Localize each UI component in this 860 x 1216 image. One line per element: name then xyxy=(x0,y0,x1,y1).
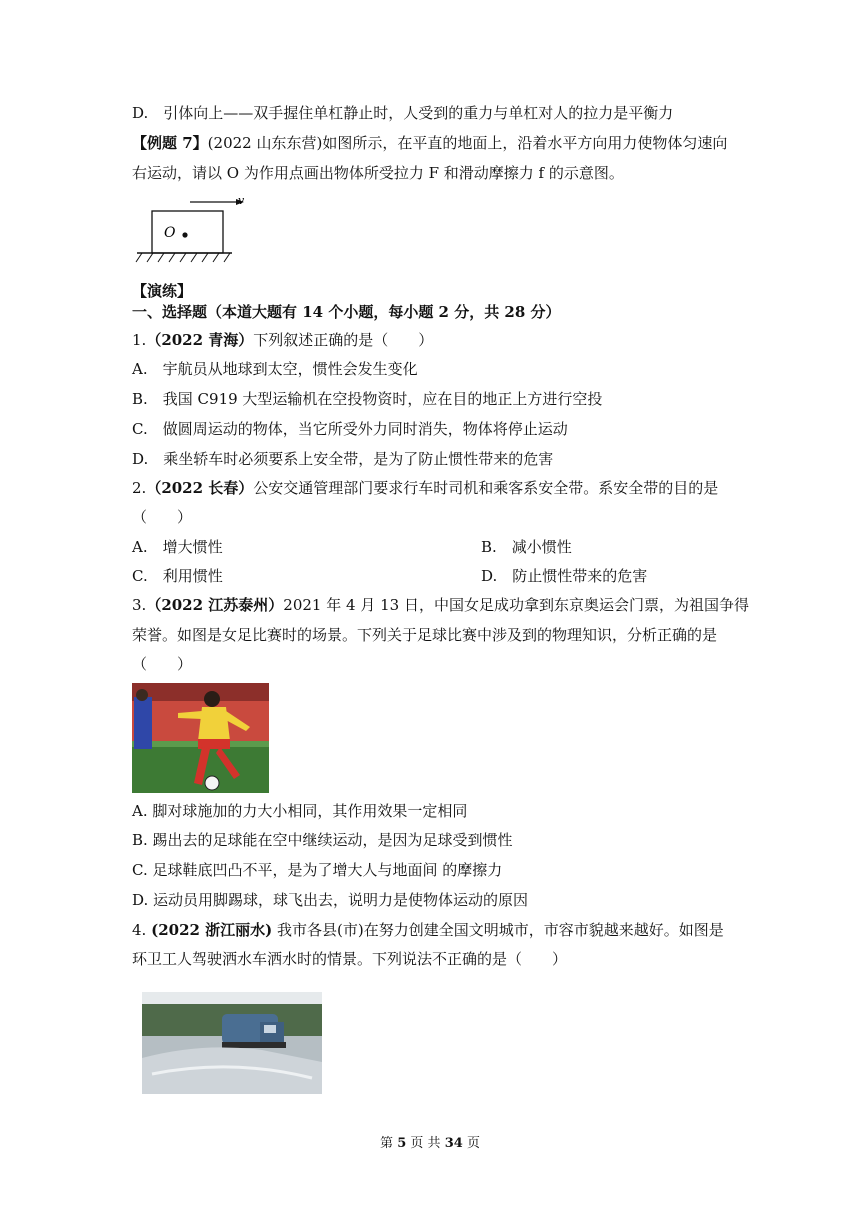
football-photo xyxy=(132,683,269,793)
q4-source: (2022 浙江丽水) xyxy=(151,921,273,939)
velocity-label: v xyxy=(238,194,245,207)
q2-option-d: D. 防止惯性带来的危害 xyxy=(481,567,648,585)
block-rect xyxy=(152,211,223,253)
example-tag: 【例题 7】 xyxy=(132,134,208,152)
q1-option-a: A. 宇航员从地球到太空，惯性会发生变化 xyxy=(132,360,418,378)
section-heading: 一、选择题（本道大题有 14 个小题，每小题 2 分，共 28 分） xyxy=(132,303,561,321)
example-7-continued: 右运动，请以 O 为作用点画出物体所受拉力 F 和滑动摩擦力 f 的示意图。 xyxy=(132,164,624,182)
q4-text: 我市各县(市)在努力创建全国文明城市，市容市貌越来越好。如图是 xyxy=(277,921,724,939)
option-d-prev: D. 引体向上——双手握住单杠静止时，人受到的重力与单杠对人的拉力是平衡力 xyxy=(132,104,674,122)
footer-pre: 第 xyxy=(380,1136,394,1151)
q3-source: （2022 江苏泰州） xyxy=(146,596,284,614)
q3-text: 2021 年 4 月 13 日，中国女足成功拿到东京奥运会门票，为祖国争得 xyxy=(283,596,749,614)
q4-number: 4. xyxy=(132,921,147,939)
example-7-heading xyxy=(132,133,727,153)
q2-option-a: A. 增大惯性 xyxy=(132,538,223,556)
footer-post: 页 xyxy=(466,1136,480,1151)
practice-heading: 【演练】 xyxy=(132,282,193,300)
q3-option-c: C. 足球鞋底凹凸不平，是为了增大人与地面间 的摩擦力 xyxy=(132,861,503,879)
point-o xyxy=(182,232,187,237)
q3-continued: 荣誉。如图是女足比赛时的场景。下列关于足球比赛中涉及到的物理知识，分析正确的是 xyxy=(132,626,718,644)
q1-option-b: B. 我国 C919 大型运输机在空投物资时，应在目的地正上方进行空投 xyxy=(132,390,603,408)
footer-mid2: 共 xyxy=(427,1136,441,1151)
example-source: (2022 山东东营) xyxy=(207,134,323,152)
q3-option-a: A. 脚对球施加的力大小相同，其作用效果一定相同 xyxy=(132,802,468,820)
q1-number: 1. xyxy=(132,331,147,349)
q3-option-b: B. 踢出去的足球能在空中继续运动，是因为足球受到惯性 xyxy=(132,831,513,849)
q2-option-b: B. 减小惯性 xyxy=(481,538,572,556)
question-4 xyxy=(132,920,724,940)
q1-option-d: D. 乘坐轿车时必须要系上安全带，是为了防止惯性带来的危害 xyxy=(132,450,554,468)
q1-text: 下列叙述正确的是（ ） xyxy=(253,331,434,349)
q3-number: 3. xyxy=(132,596,147,614)
q2-option-c: C. 利用惯性 xyxy=(132,567,223,585)
question-3 xyxy=(132,595,749,615)
q4-continued: 环卫工人驾驶洒水车洒水时的情景。下列说法不正确的是（ ） xyxy=(132,950,568,968)
page-number: 5 xyxy=(397,1136,407,1151)
question-1 xyxy=(132,330,433,350)
page-footer xyxy=(0,1135,860,1153)
ground-hatch xyxy=(136,253,230,262)
q1-option-c: C. 做圆周运动的物体，当它所受外力同时消失，物体将停止运动 xyxy=(132,420,568,438)
q1-source: （2022 青海） xyxy=(146,331,254,349)
footer-mid1: 页 xyxy=(410,1136,424,1151)
q3-option-d: D. 运动员用脚踢球，球飞出去，说明力是使物体运动的原因 xyxy=(132,891,529,909)
point-label: O xyxy=(164,225,176,241)
block-figure xyxy=(132,190,252,270)
q2-number: 2. xyxy=(132,479,147,497)
sprinkler-truck-photo xyxy=(142,992,322,1094)
q3-paren: （ ） xyxy=(132,655,193,673)
q2-source: （2022 长春） xyxy=(146,479,254,497)
q2-paren: （ ） xyxy=(132,508,193,526)
question-2 xyxy=(132,478,718,498)
example-text: 如图所示，在平直的地面上，沿着水平方向用力使物体匀速向 xyxy=(322,134,728,152)
q2-text: 公安交通管理部门要求行车时司机和乘客系安全带。系安全带的目的是 xyxy=(253,479,719,497)
page-total: 34 xyxy=(444,1136,463,1151)
